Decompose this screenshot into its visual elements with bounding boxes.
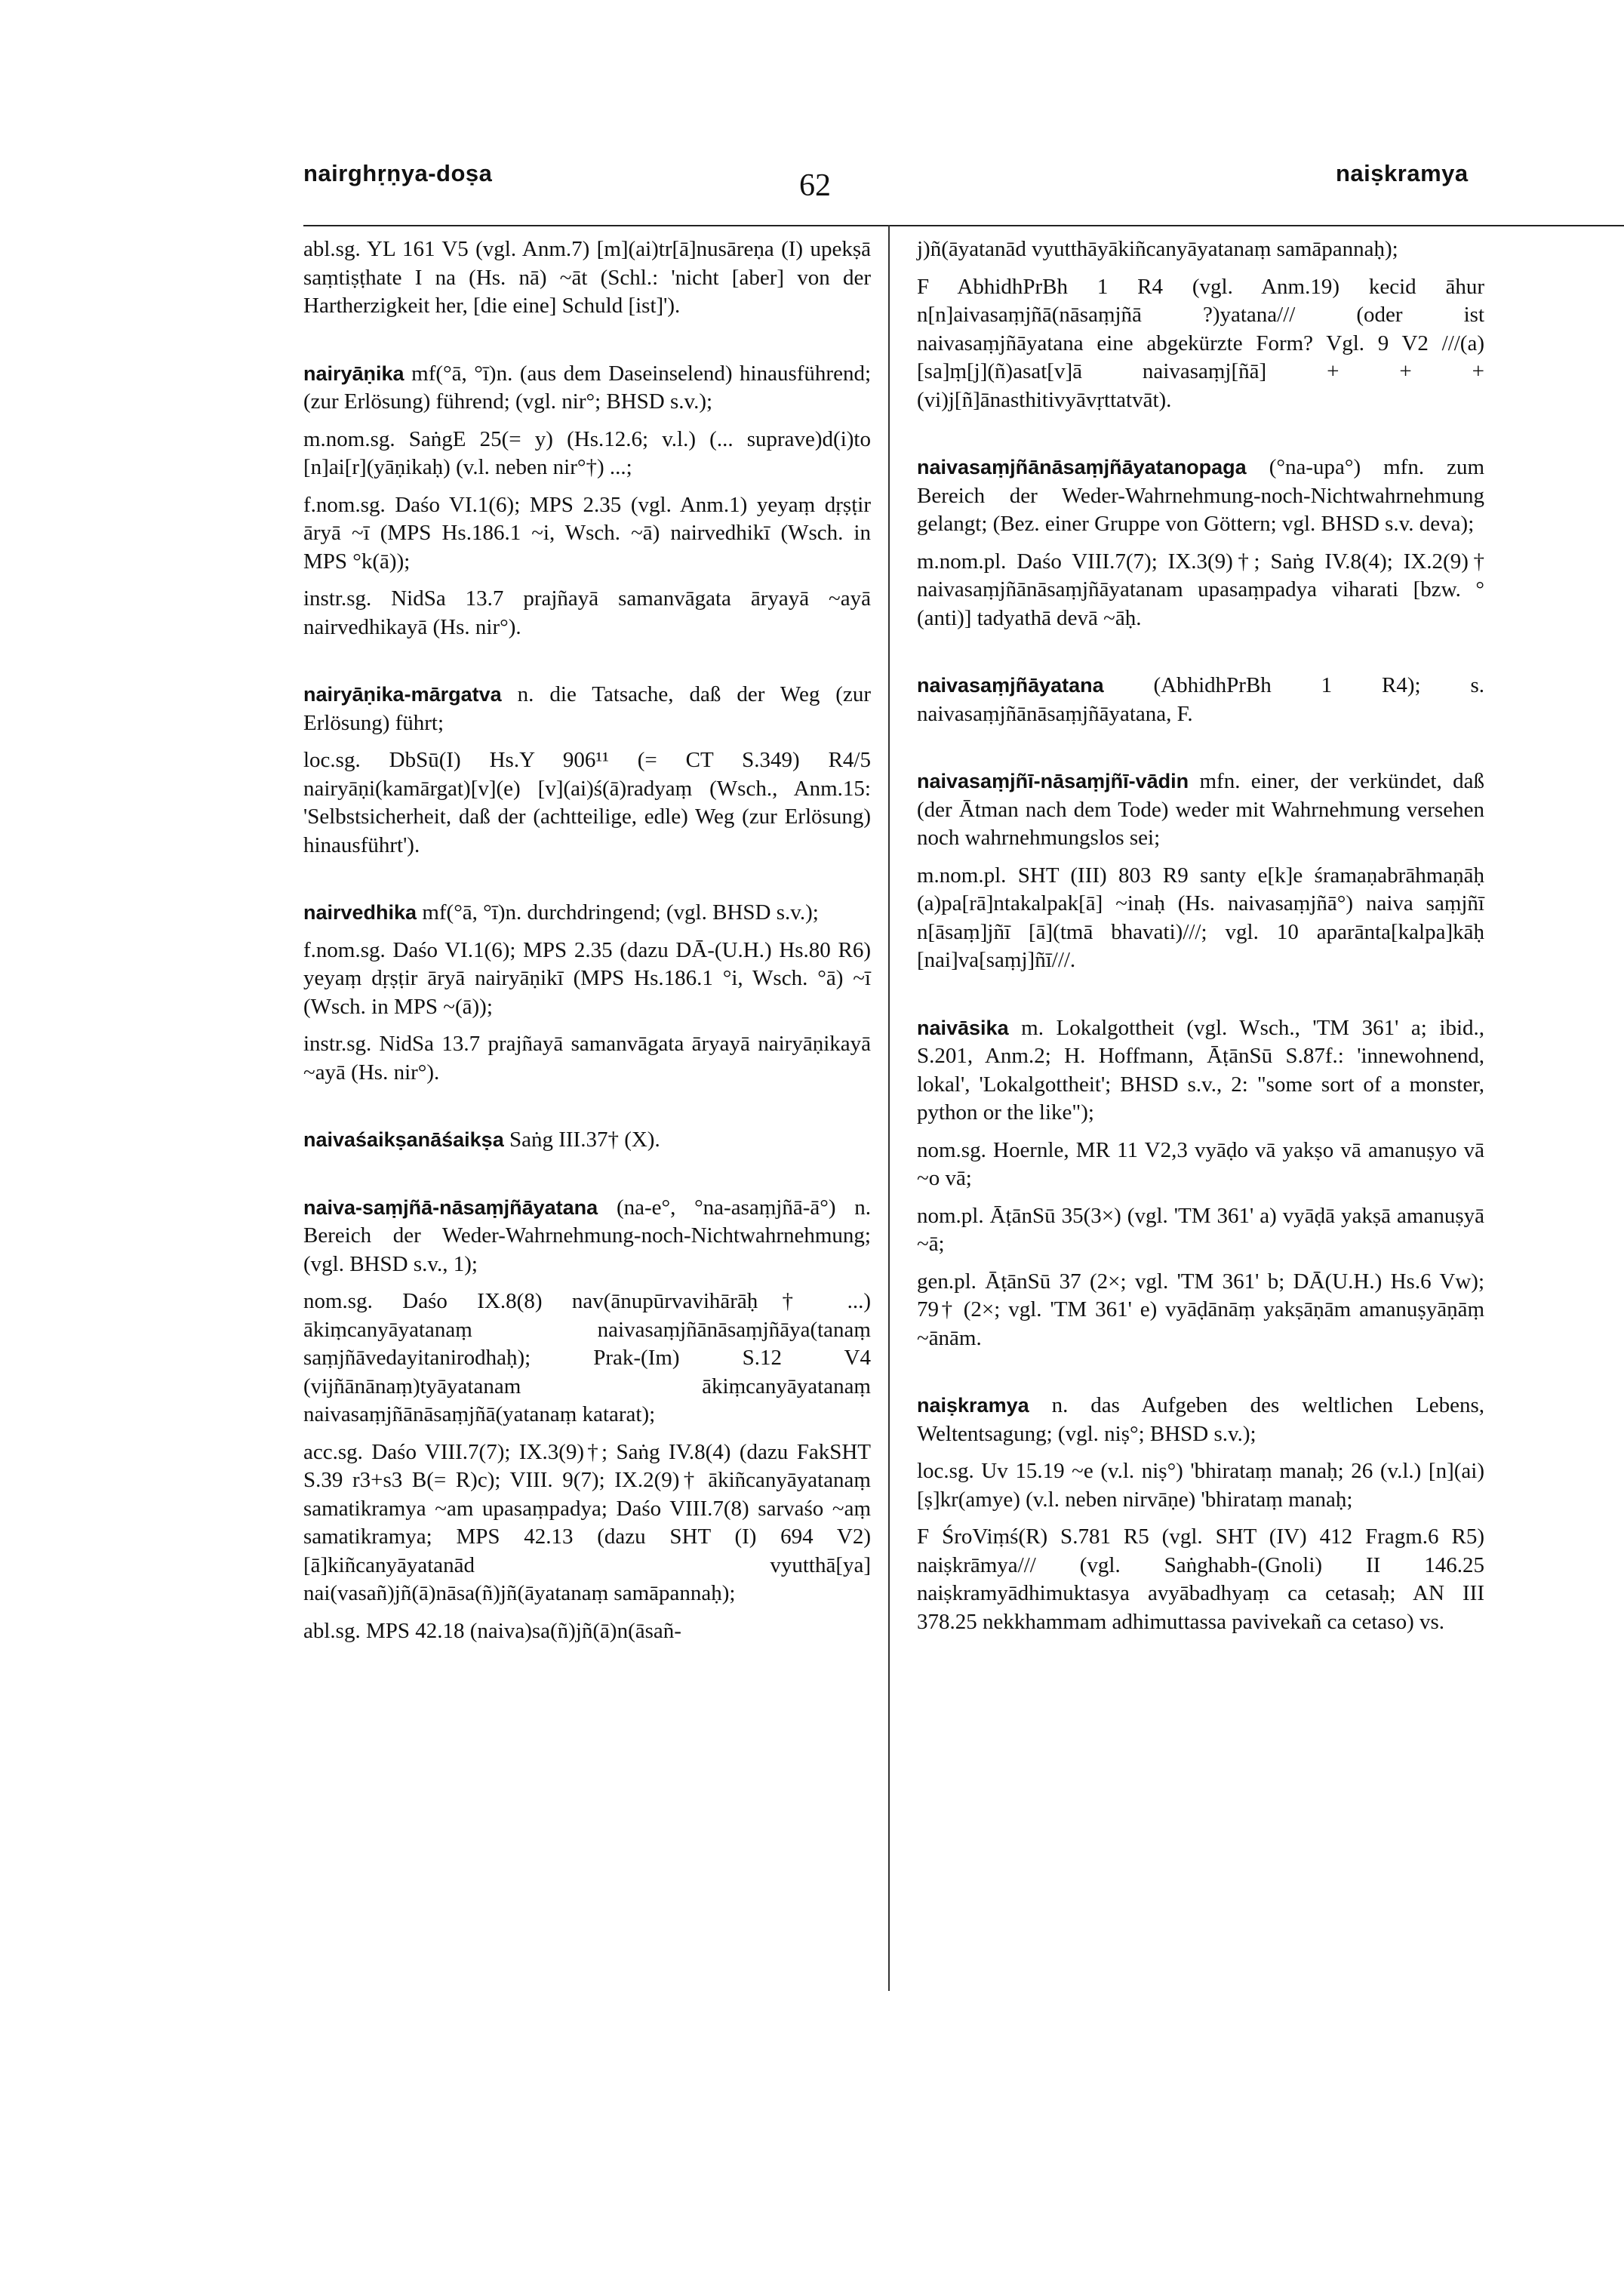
- entry-text: n. die Tatsache, daß der Weg (zur Erlösung) führt;: [303, 682, 871, 735]
- entry-text: nom.pl. ĀṭānSū 35(3×) (vgl. 'TM 361' a) vyāḍā yakṣā amanuṣyā ~ā;: [917, 1203, 1484, 1256]
- dictionary-entry: [917, 768, 1484, 975]
- entry-definition: [303, 899, 871, 928]
- entry-definition: [917, 235, 1484, 264]
- entry-text: abl.sg. MPS 42.18 (naiva)sa(ñ)jñ(ā)n(āsañ-: [303, 1618, 681, 1643]
- entry-citation: [917, 1523, 1484, 1636]
- entry-text: (AbhidhPrBh 1 R4); s. naivasaṃjñānāsaṃjñāyatana, F.: [917, 673, 1484, 726]
- header-rule: [303, 225, 1624, 226]
- dictionary-entry: [917, 672, 1484, 728]
- entry-text: mf(°ā, °ī)n. durchdringend; (vgl. BHSD s.v.);: [422, 900, 819, 925]
- entry-citation: [303, 1288, 871, 1429]
- entry-citation: [917, 862, 1484, 975]
- entry-headword: nairyāṇika-mārgatva: [303, 683, 502, 706]
- entry-citation: [303, 746, 871, 860]
- dictionary-entry: [303, 1126, 871, 1155]
- entry-definition: [303, 360, 871, 417]
- entry-text: abl.sg. YL 161 V5 (vgl. Anm.7) [m](ai)tr[ā]nusāreṇa (I) upekṣā saṃtiṣṭhate I na (Hs. nā) ~āt (Schl.: 'nicht [aber] von der Hartherzigkeit her, [die eine] Schuld [ist]').: [303, 237, 871, 318]
- entry-text: j)ñ(āyatanād vyutthāyākiñcanyāyatanaṃ samāpannaḥ);: [917, 237, 1398, 261]
- entry-citation: [303, 491, 871, 577]
- left-column: [303, 235, 871, 1685]
- entry-text: instr.sg. NidSa 13.7 prajñayā samanvāgata āryayā nairyāṇikayā ~ayā (Hs. nir°).: [303, 1032, 871, 1085]
- entry-citation: [303, 937, 871, 1022]
- entry-definition: [917, 1392, 1484, 1448]
- running-header-left: nairghṛṇya-doṣa: [303, 160, 493, 186]
- page-number: 62: [799, 168, 831, 203]
- entry-citation: [303, 1030, 871, 1087]
- entry-citation: [917, 1457, 1484, 1514]
- entry-headword: naivāsika: [917, 1016, 1009, 1039]
- entry-text: nom.sg. Hoernle, MR 11 V2,3 vyāḍo vā yakṣo vā amanuṣyo vā ~o vā;: [917, 1137, 1484, 1190]
- entry-text: m.nom.pl. SHT (III) 803 R9 santy e[k]e śramaṇabrāhmaṇāḥ (a)pa[rā]ntakalpak[ā] ~inaḥ (Hs. naivasaṃjñā°) naiva saṃjñī n[āsaṃ]jñī [ā](tmā bhavati)///; vgl. 10 aparānta[kalpa]kāḥ [nai]va[saṃj]ñī///.: [917, 863, 1484, 972]
- dictionary-entry: [303, 899, 871, 1087]
- dictionary-entry: [917, 454, 1484, 632]
- entry-headword: naiṣkramya: [917, 1394, 1029, 1417]
- entry-definition: [917, 454, 1484, 539]
- entry-definition: [303, 235, 871, 321]
- entry-text: acc.sg. Daśo VIII.7(7); IX.3(9)†; Saṅg IV.8(4) (dazu FakSHT S.39 r3+s3 B(= R)c); VIII. 9(7); IX.2(9)† ākiñcanyāyatanaṃ samatikramya ~am upasaṃpadya; Daśo VIII.7(8) sarvaśo ~aṃ samatikramya; MPS 42.13 (dazu SHT (I) 694 V2) [ā]kiñcanyāyatanād vyutthā[ya] nai(vasañ)jñ(ā)nāsa(ñ)jñ(āyatanaṃ samāpannaḥ);: [303, 1439, 871, 1605]
- entry-citation: [303, 585, 871, 642]
- entry-citation: [303, 1617, 871, 1646]
- entry-text: mfn. einer, der verkündet, daß (der Ātman nach dem Tode) weder mit Wahrnehmung versehen noch wahrnehmungslos sei;: [917, 769, 1485, 850]
- entry-text: F AbhidhPrBh 1 R4 (vgl. Anm.19) kecid āhur n[n]aivasaṃjñā(nāsaṃjñā ?)yatana/// (oder ist naivasaṃjñāyatana eine abgekürzte Form? Vgl. 9 V2 ///(a)[sa]ṃ[j](ñ)asat[v]ā naivasaṃj[ñā] + + + (vi)j[ñ]ānasthitivyāvṛttatvāt).: [917, 274, 1484, 412]
- entry-text: (°na-upa°) mfn. zum Bereich der Weder-Wahrnehmung-noch-Nichtwahrnehmung gelangt; (Bez. einer Gruppe von Göttern; vgl. BHSD s.v. deva);: [917, 455, 1484, 536]
- running-header-right: naiṣkramya: [1336, 160, 1469, 186]
- entry-text: loc.sg. DbSū(I) Hs.Y 906¹¹ (= CT S.349) R4/5 nairyāṇi(kamārgat)[v](e) [v](ai)ś(ā)radyaṃ (Wsch., Anm.15: 'Selbstsicherheit, daß der (achtteilige, edle) Weg (zur Erlösung) hinausführt').: [303, 748, 871, 857]
- entry-headword: naivasaṃjñāyatana: [917, 674, 1104, 697]
- column-divider: [888, 225, 890, 1991]
- entry-text: loc.sg. Uv 15.19 ~e (v.l. niṣ°) 'bhirataṃ manaḥ; 26 (v.l.) [n](ai)[ṣ]kr(amye) (v.l. neben nirvāṇe) 'bhirataṃ manaḥ;: [917, 1459, 1484, 1512]
- entry-text: mf(°ā, °ī)n. (aus dem Daseinselend) hinausführend; (zur Erlösung) führend; (vgl. nir°; BHSD s.v.);: [303, 361, 872, 414]
- entry-text: f.nom.sg. Daśo VI.1(6); MPS 2.35 (vgl. Anm.1) yeyaṃ dṛṣṭir āryā ~ī (MPS Hs.186.1 ~i, Wsch. ~ā) nairvedhikī (Wsch. in MPS °k(ā));: [303, 492, 871, 574]
- entry-text: Saṅg III.37† (X).: [509, 1128, 660, 1152]
- dictionary-entry: [303, 1194, 871, 1646]
- entry-headword: naivasaṃjñī-nāsaṃjñī-vādin: [917, 770, 1189, 792]
- dictionary-entry: [917, 1392, 1484, 1636]
- entry-citation: [917, 1137, 1484, 1193]
- dictionary-entry: [917, 1014, 1484, 1353]
- entry-headword: nairvedhika: [303, 901, 417, 924]
- right-column: [917, 235, 1484, 1675]
- dictionary-entry: [303, 681, 871, 860]
- dictionary-entry: [917, 235, 1484, 414]
- dictionary-entry: [303, 235, 871, 321]
- entry-text: nom.sg. Daśo IX.8(8) nav(ānupūrvavihārāḥ† ...) ākiṃcanyāyatanaṃ naivasaṃjñānāsaṃjñāya(tanaṃ saṃjñāvedayitanirodhaḥ); Prak-(Im) S.12 V4 (vijñānānaṃ)tyāyatanam ākiṃcanyāyatanaṃ naivasaṃjñānāsaṃjñā(yatanaṃ katarat);: [303, 1289, 871, 1426]
- entry-text: m.nom.sg. SaṅgE 25(= y) (Hs.12.6; v.l.) (... suprave)d(i)to [n]ai[r](yāṇikaḥ) (v.l. neben nir°†) ...;: [303, 426, 871, 479]
- entry-citation: [303, 426, 871, 482]
- entry-citation: [917, 1202, 1484, 1259]
- entry-citation: [917, 273, 1484, 415]
- entry-text: instr.sg. NidSa 13.7 prajñayā samanvāgata āryayā ~ayā nairvedhikayā (Hs. nir°).: [303, 586, 871, 639]
- entry-citation: [917, 548, 1484, 633]
- entry-definition: [917, 768, 1484, 853]
- entry-text: m. Lokalgottheit (vgl. Wsch., 'TM 361' a; ibid., S.201, Anm.2; H. Hoffmann, ĀṭānSū S.87f.: 'innewohnend, lokal', 'Lokalgottheit'; BHSD s.v., 2: "some sort of a monster, python or the like");: [917, 1015, 1485, 1125]
- dictionary-entry: [303, 360, 871, 642]
- entry-definition: [303, 1194, 871, 1279]
- entry-citation: [303, 1438, 871, 1608]
- entry-headword: naivaśaikṣanāśaikṣa: [303, 1128, 504, 1151]
- entry-text: f.nom.sg. Daśo VI.1(6); MPS 2.35 (dazu DĀ-(U.H.) Hs.80 R6) yeyaṃ dṛṣṭir āryā nairyāṇikī (MPS Hs.186.1 °i, Wsch. °ā) ~ī (Wsch. in MPS ~(ā));: [303, 937, 871, 1019]
- entry-text: gen.pl. ĀṭānSū 37 (2×; vgl. 'TM 361' b; DĀ(U.H.) Hs.6 Vw); 79† (2×; vgl. 'TM 361' e) vyāḍānāṃ yakṣāṇām amanuṣyāṇāṃ ~ānām.: [917, 1269, 1484, 1350]
- entry-text: F ŚroViṃś(R) S.781 R5 (vgl. SHT (IV) 412 Fragm.6 R5) naiṣkrāmya/// (vgl. Saṅghabh-(Gnoli) II 146.25 naiṣkramyādhimuktasya avyābadhyaṃ ca cetasaḥ; AN III 378.25 nekkhammam adhimuttassa pavivekañ ca cetaso) vs.: [917, 1525, 1484, 1634]
- entry-headword: naiva-saṃjñā-nāsaṃjñāyatana: [303, 1195, 598, 1219]
- entry-definition: [917, 1014, 1484, 1128]
- entry-text: (na-e°, °na-asaṃjñā-ā°) n. Bereich der Weder-Wahrnehmung-noch-Nichtwahrnehmung; (vgl. BHSD s.v., 1);: [303, 1195, 871, 1276]
- entry-headword: nairyāṇika: [303, 362, 404, 385]
- entry-text: n. das Aufgeben des weltlichen Lebens, Weltentsagung; (vgl. niṣ°; BHSD s.v.);: [917, 1393, 1484, 1446]
- entry-text: m.nom.pl. Daśo VIII.7(7); IX.3(9)†; Saṅg IV.8(4); IX.2(9)† naivasaṃjñānāsaṃjñāyatanam upasaṃpadya viharati [bzw. °(anti)] tadyathā devā ~āḥ.: [917, 549, 1484, 630]
- entry-definition: [303, 681, 871, 737]
- entry-headword: naivasaṃjñānāsaṃjñāyatanopaga: [917, 456, 1247, 478]
- entry-definition: [917, 672, 1484, 728]
- entry-definition: [303, 1126, 871, 1155]
- entry-citation: [917, 1268, 1484, 1353]
